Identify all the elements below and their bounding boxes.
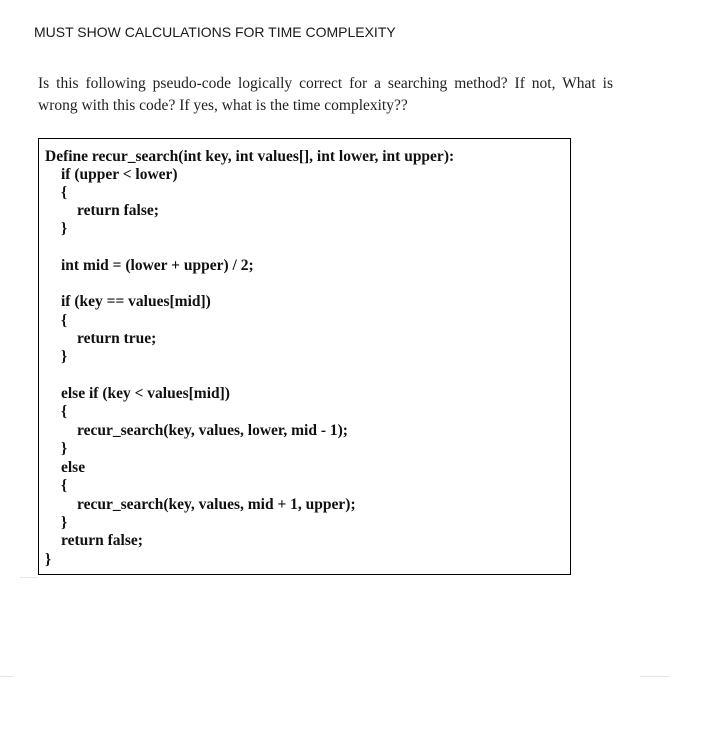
code-line-return-false-end: return false; — [61, 532, 143, 549]
code-line-recur-lower: recur_search(key, values, lower, mid - 1); — [77, 422, 348, 439]
code-line-brace-open: { — [61, 477, 68, 494]
code-line-mid: int mid = (lower + upper) / 2; — [61, 257, 254, 274]
code-line-brace-close: } — [61, 348, 68, 365]
divider — [640, 676, 670, 677]
code-line-return-true: return true; — [77, 330, 157, 347]
code-line-brace-open: { — [61, 184, 68, 201]
question-line-2: wrong with this code? If yes, what is the time complexity?? — [38, 97, 408, 114]
code-line-brace-open: { — [61, 312, 68, 329]
code-line-if-key-equal: if (key == values[mid]) — [61, 293, 211, 310]
instruction-heading: MUST SHOW CALCULATIONS FOR TIME COMPLEXITY — [34, 24, 396, 40]
code-line-brace-close: } — [61, 220, 68, 237]
code-line-final-brace: } — [45, 551, 52, 568]
code-line-recur-upper: recur_search(key, values, mid + 1, upper); — [77, 496, 356, 513]
code-line-brace-open: { — [61, 403, 68, 420]
code-line-else: else — [61, 459, 86, 476]
code-line-brace-close: } — [61, 514, 68, 531]
code-line-else-if: else if (key < values[mid]) — [61, 385, 230, 402]
code-line-brace-close: } — [61, 440, 68, 457]
question-line-1: Is this following pseudo-code logically correct for a searching method? If not, What is — [38, 75, 613, 92]
code-line-if-upper: if (upper < lower) — [61, 166, 178, 183]
pseudo-code-box — [38, 138, 571, 575]
divider — [0, 676, 14, 677]
code-line-define: Define recur_search(int key, int values[], int lower, int upper): — [45, 148, 455, 165]
divider — [20, 577, 38, 578]
code-line-return-false: return false; — [77, 202, 159, 219]
question-text — [38, 73, 613, 117]
